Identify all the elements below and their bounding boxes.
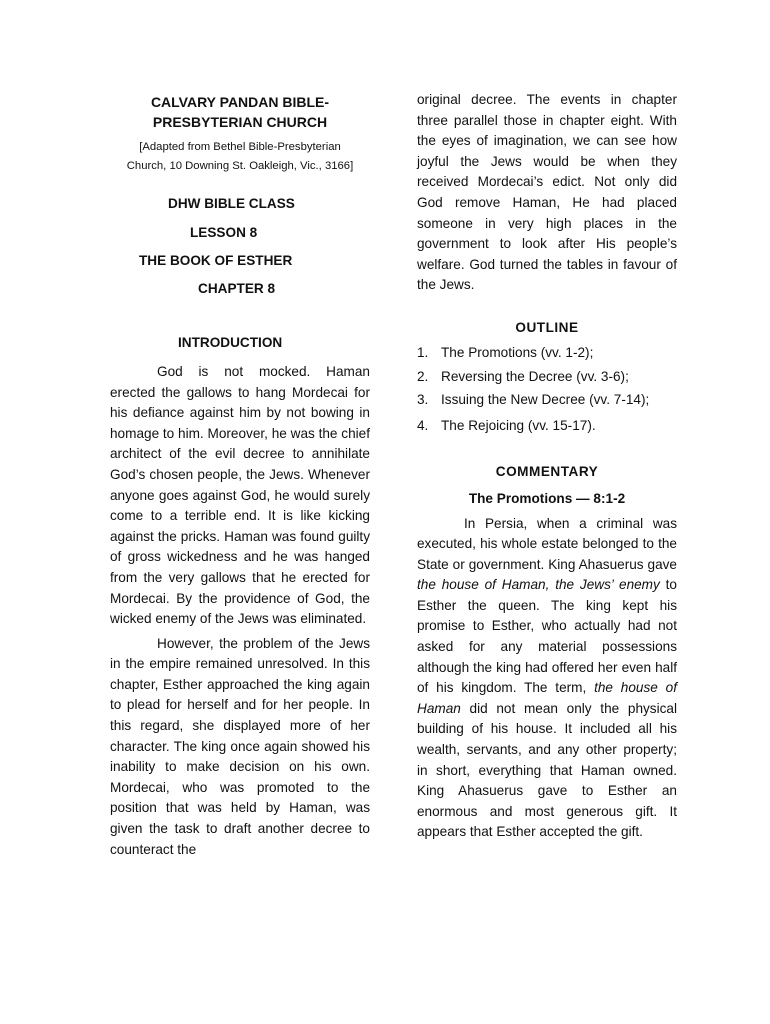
outline-item-number: 1. [417,344,429,360]
commentary-subheading: The Promotions — 8:1-2 [468,490,626,506]
introduction-paragraph-2: However, the problem of the Jews in the empire remained unresolved. In this chapter, Esther approached the king again to plead for herself and for her people. In this regard, she displayed more of her character. The king once again showed his inability to make decision on his own. Mordecai, who was promoted to the position that was held by Haman, was given the task to draft another decree to counteract the [110,635,370,857]
outline-item [417,416,677,437]
adapted-note-line1: [Adapted from Bethel Bible-Presbyterian [139,141,341,153]
introduction-paragraph-3: original decree. The events in chapter three parallel those in chapter eight. With the eyes of imagination, we can see how joyful the Jews would be when they received Mordecai’s edict. Not only did God remove Haman, He had placed someone in very high places in the government to look after His people’s welfare. God turned the tables in favour of the Jews. [417,92,677,293]
outline-item-text: The Promotions (vv. 1-2); [441,344,594,360]
church-name-line2: PRESBYTERIAN CHURCH [152,114,328,130]
outline-item-number: 4. [417,417,429,433]
right-column [417,88,677,843]
book-title: THE BOOK OF ESTHER [139,253,293,269]
outline-item [417,392,677,408]
church-name-line1: CALVARY PANDAN BIBLE- [150,94,330,110]
introduction-heading: INTRODUCTION [178,335,283,351]
outline-item-text: The Rejoicing (vv. 15-17). [441,417,596,433]
commentary-heading: COMMENTARY [495,464,599,480]
outline-item-text: Issuing the New Decree (vv. 7-14); [441,391,650,407]
outline-item-number: 3. [417,391,429,407]
outline-list [417,343,677,437]
church-name [110,92,370,132]
class-title: DHW BIBLE CLASS [168,196,295,211]
commentary-text: to Esther the queen. The king kept his promise to Esther, who actually had not asked for any material possessions although the king had offered her even half of his kingdom. The term, [417,577,677,696]
outline-item-text: Reversing the Decree (vv. 3-6); [441,369,629,385]
commentary-italic-text: the house of Haman, the Jews’ enemy [417,577,660,593]
commentary-paragraph [417,514,677,844]
lesson-number: LESSON 8 [190,224,258,240]
outline-heading: OUTLINE [515,319,579,335]
commentary-text: did not mean only the physical building of his house. It included all his wealth, servants, and any other property; in short, everything that Haman owned. King Ahasuerus gave to Esther an enormous and most generous gift. It appears that Esther accepted the gift. [417,700,677,840]
adapted-note [110,138,370,176]
outline-item [417,343,677,364]
left-column [110,88,370,860]
commentary-italic-text: the house of Haman [417,680,677,716]
outline-item-number: 2. [417,369,429,385]
chapter-number: CHAPTER 8 [198,280,276,296]
commentary-text: In Persia, when a criminal was executed, his whole estate belonged to the State or government. King Ahasuerus gave [417,515,677,572]
outline-item [417,367,677,388]
adapted-note-line2: Church, 10 Downing St. Oakleigh, Vic., 3166] [126,160,354,172]
introduction-paragraph-1: God is not mocked. Haman erected the gallows to hang Mordecai for his defiance against him by not bowing in homage to him. Moreover, he was the chief architect of the evil decree to annihilate God’s chosen people, the Jews. Whenever anyone goes against God, he would surely come to a terrible end. It is like kicking against the pricks. Haman was found guilty of gross wickedness and he was hanged from the very gallows that he erected for Mordecai. By the providence of God, the wicked enemy of the Jews was eliminated. [110,363,370,627]
